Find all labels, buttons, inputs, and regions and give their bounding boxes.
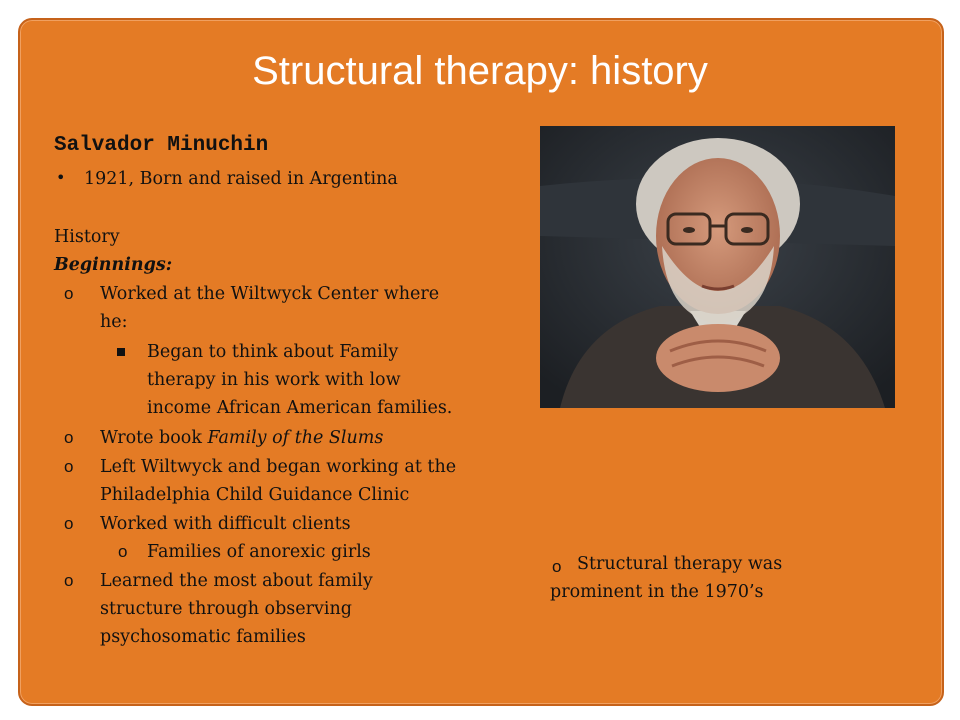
o-marker: o [64,457,74,476]
portrait-photo [540,126,895,408]
item-7-line-2: structure through observing [100,599,352,619]
o-marker: o [64,428,74,447]
item-4-line-2: Philadelphia Child Guidance Clinic [100,485,410,505]
o-marker: o [64,571,74,590]
item-4-line-1: Left Wiltwyck and began working at the [100,457,457,477]
item-2-line-1: Began to think about Family [147,342,399,362]
beginnings-label: Beginnings: [54,255,173,275]
person-name: Salvador Minuchin [54,134,269,157]
item-6-line-1: Families of anorexic girls [147,542,371,562]
history-label: History [54,227,120,247]
o-marker: o [552,557,562,576]
book-title: Family of the Slums [207,428,384,448]
bio-bullet: 1921, Born and raised in Argentina [84,169,398,189]
item-3 [100,424,383,452]
bullet-marker: • [56,168,66,187]
item-5-line-1: Worked with difficult clients [100,514,351,534]
side-note-line-1: Structural therapy was [577,554,783,574]
side-note-line-2: prominent in the 1970’s [550,582,764,602]
slide-title: Structural therapy: history [252,49,708,93]
square-bullet-icon [117,348,125,356]
item-1-line-2: he: [100,312,128,332]
item-7-line-1: Learned the most about family [100,571,373,591]
o-marker: o [64,284,74,303]
item-3-prefix: Wrote book [100,428,208,448]
item-1-line-1: Worked at the Wiltwyck Center where [100,284,440,304]
item-7-line-3: psychosomatic families [100,627,306,647]
o-marker: o [64,514,74,533]
item-2-line-3: income African American families. [147,398,453,418]
o-marker: o [118,542,128,561]
item-2-line-2: therapy in his work with low [147,370,401,390]
